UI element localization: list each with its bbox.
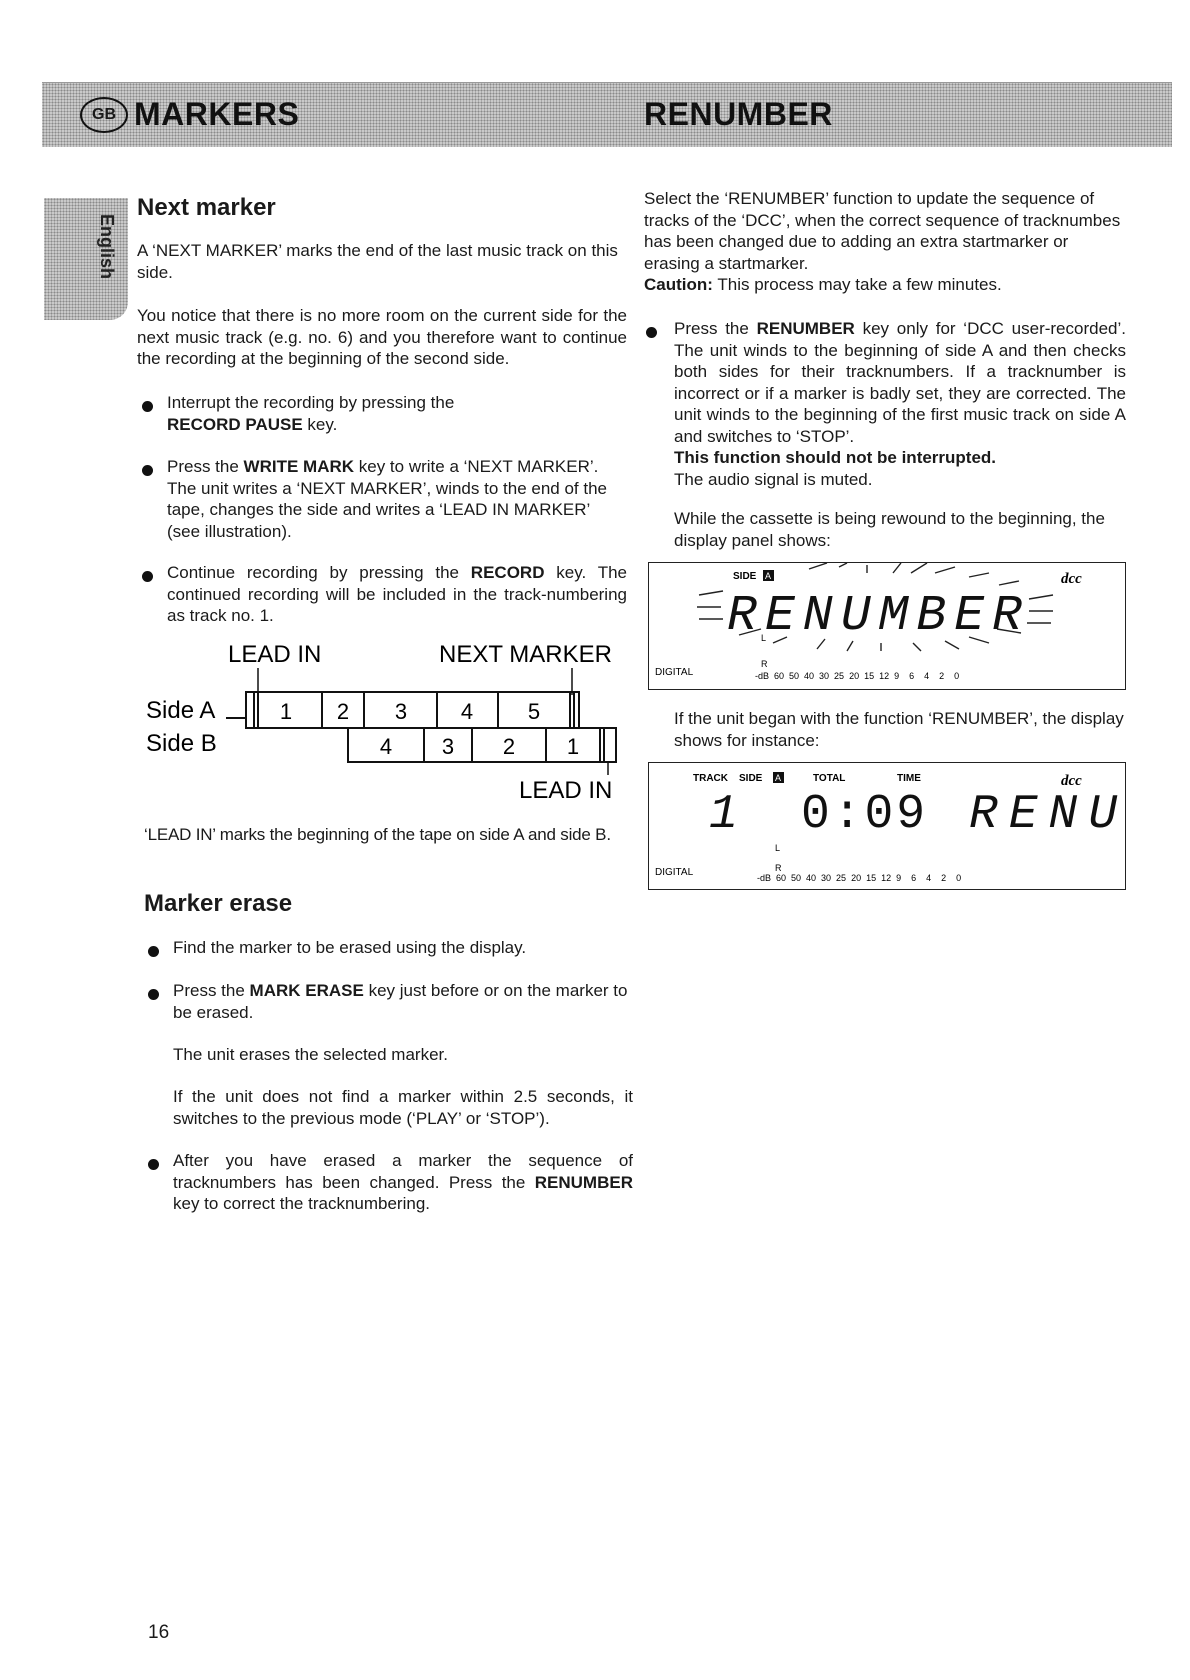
header-banner bbox=[42, 82, 1172, 147]
gb-badge: GB bbox=[80, 97, 128, 133]
lcd-display-track-time bbox=[648, 762, 1126, 890]
side-b-track: 1 bbox=[566, 734, 580, 759]
erase-timeout-text: If the unit does not find a marker within 2.5 seconds, it switches to the previous mode (‘PLAY’ or ‘STOP’). bbox=[173, 1087, 633, 1128]
db-scale: -dB 60 50 40 30 25 20 15 12 9 6 4 2 0 bbox=[755, 671, 960, 681]
bullet-dot bbox=[148, 946, 159, 957]
language-tab bbox=[44, 198, 128, 320]
display-rewind-text: While the cassette is being rewound to the beginning, the display panel shows: bbox=[674, 509, 1105, 550]
digital-label: DIGITAL bbox=[655, 667, 694, 678]
bullet-dot bbox=[646, 327, 657, 338]
diagram-lead-in-bottom: LEAD IN bbox=[519, 777, 613, 804]
page-number: 16 bbox=[148, 1622, 170, 1643]
side-label: SIDE bbox=[739, 773, 763, 784]
bullet-record-pause: Interrupt the recording by pressing the RECORD PAUSE key. bbox=[167, 393, 455, 434]
bullet-mark-erase: Press the MARK ERASE key just before or on the marker to be erased. bbox=[173, 981, 628, 1022]
tape-marker-diagram bbox=[146, 640, 636, 810]
bullet-dot bbox=[148, 1159, 159, 1170]
diagram-next-marker: NEXT MARKER bbox=[439, 641, 612, 668]
bullet-write-mark: Press the WRITE MARK key to write a ‘NEXT MARKER’. The unit writes a ‘NEXT MARKER’, winds to the end of the tape, changes the side and writes a ‘LEAD IN MARKER’ (see illustration). bbox=[167, 457, 607, 541]
lcd-display-renumber bbox=[648, 562, 1126, 690]
dcc-logo: dcc bbox=[1061, 571, 1082, 587]
bullet-record: Continue recording by pressing the RECORD key. The continued recording will be included in the track-numbering as track no. 1. bbox=[167, 563, 627, 625]
side-a-track: 3 bbox=[394, 699, 408, 724]
side-label: SIDE bbox=[733, 571, 757, 582]
l-channel: L bbox=[761, 633, 767, 643]
r-channel: R bbox=[775, 863, 782, 873]
display-instance-text: If the unit began with the function ‘RENUMBER’, the display shows for instance: bbox=[674, 709, 1124, 750]
renumber-intro: Select the ‘RENUMBER’ function to update the sequence of tracks of the ‘DCC’, when the correct sequence of tracknumbes has been changed due to adding an extra startmarker or erasing a startmarker. bbox=[644, 189, 1121, 273]
next-marker-p2: You notice that there is no more room on the current side for the next music track (e.g. no. 6) and you therefore want to continue the recording at the beginning of the second side. bbox=[137, 306, 627, 368]
bullet-dot bbox=[148, 989, 159, 1000]
next-marker-p1: A ‘NEXT MARKER’ marks the end of the last music track on this side. bbox=[137, 241, 618, 282]
language-label: English bbox=[97, 214, 117, 280]
bullet-dot bbox=[142, 465, 153, 476]
lcd-text-renumber: RENUMBER bbox=[727, 588, 1027, 645]
side-a-track: 1 bbox=[279, 699, 293, 724]
diagram-lead-in-top: LEAD IN bbox=[228, 641, 322, 668]
side-value: A bbox=[775, 773, 782, 783]
side-a-track: 5 bbox=[527, 699, 541, 724]
lead-in-caption: ‘LEAD IN’ marks the beginning of the tape on side A and side B. bbox=[144, 825, 611, 844]
dcc-logo: dcc bbox=[1061, 773, 1082, 789]
diagram-side-b: Side B bbox=[146, 730, 217, 757]
marker-erase-heading: Marker erase bbox=[144, 890, 293, 917]
section-title-markers: MARKERS bbox=[134, 96, 300, 132]
side-a-track: 4 bbox=[460, 699, 474, 724]
diagram-side-a: Side A bbox=[146, 697, 216, 724]
lcd-text-renu: RENU bbox=[969, 788, 1117, 842]
total-label: TOTAL bbox=[813, 773, 846, 784]
bullet-dot bbox=[142, 571, 153, 582]
side-value: A bbox=[765, 571, 772, 581]
db-scale: -dB 60 50 40 30 25 20 15 12 9 6 4 2 0 bbox=[757, 873, 962, 883]
lcd-time: 0:09 bbox=[801, 788, 925, 842]
bullet-find-marker: Find the marker to be erased using the display. bbox=[173, 938, 527, 957]
side-b-track: 4 bbox=[379, 734, 393, 759]
side-b-track: 3 bbox=[441, 734, 455, 759]
digital-label: DIGITAL bbox=[655, 867, 694, 878]
track-label: TRACK bbox=[693, 773, 728, 784]
side-b-track: 2 bbox=[502, 734, 516, 759]
bullet-renumber-after-erase: After you have erased a marker the sequence of tracknumbers has been changed. Press the RENUMBER key to correct the tracknumbering. bbox=[173, 1151, 633, 1213]
l-channel: L bbox=[775, 843, 781, 853]
bullet-renumber-key: Press the RENUMBER key only for ‘DCC user-recorded’. The unit winds to the beginning of side A and then checks both sides for their tracknumbers. If a tracknumber is incorrect or if a marker is badly set, they are corrected. The unit winds to the beginning of the first music track on side A and switches to ‘STOP’. This function should not be interrupted. The audio signal is muted. bbox=[674, 319, 1126, 489]
time-label: TIME bbox=[897, 773, 921, 784]
section-title-renumber: RENUMBER bbox=[644, 96, 833, 132]
erase-result-text: The unit erases the selected marker. bbox=[173, 1045, 448, 1064]
side-a-track: 2 bbox=[336, 699, 350, 724]
r-channel: R bbox=[761, 659, 768, 669]
caution-note: Caution: This process may take a few minutes. bbox=[644, 275, 1002, 294]
bullet-dot bbox=[142, 401, 153, 412]
lcd-track-number: 1 bbox=[709, 788, 738, 842]
next-marker-heading: Next marker bbox=[137, 194, 276, 221]
